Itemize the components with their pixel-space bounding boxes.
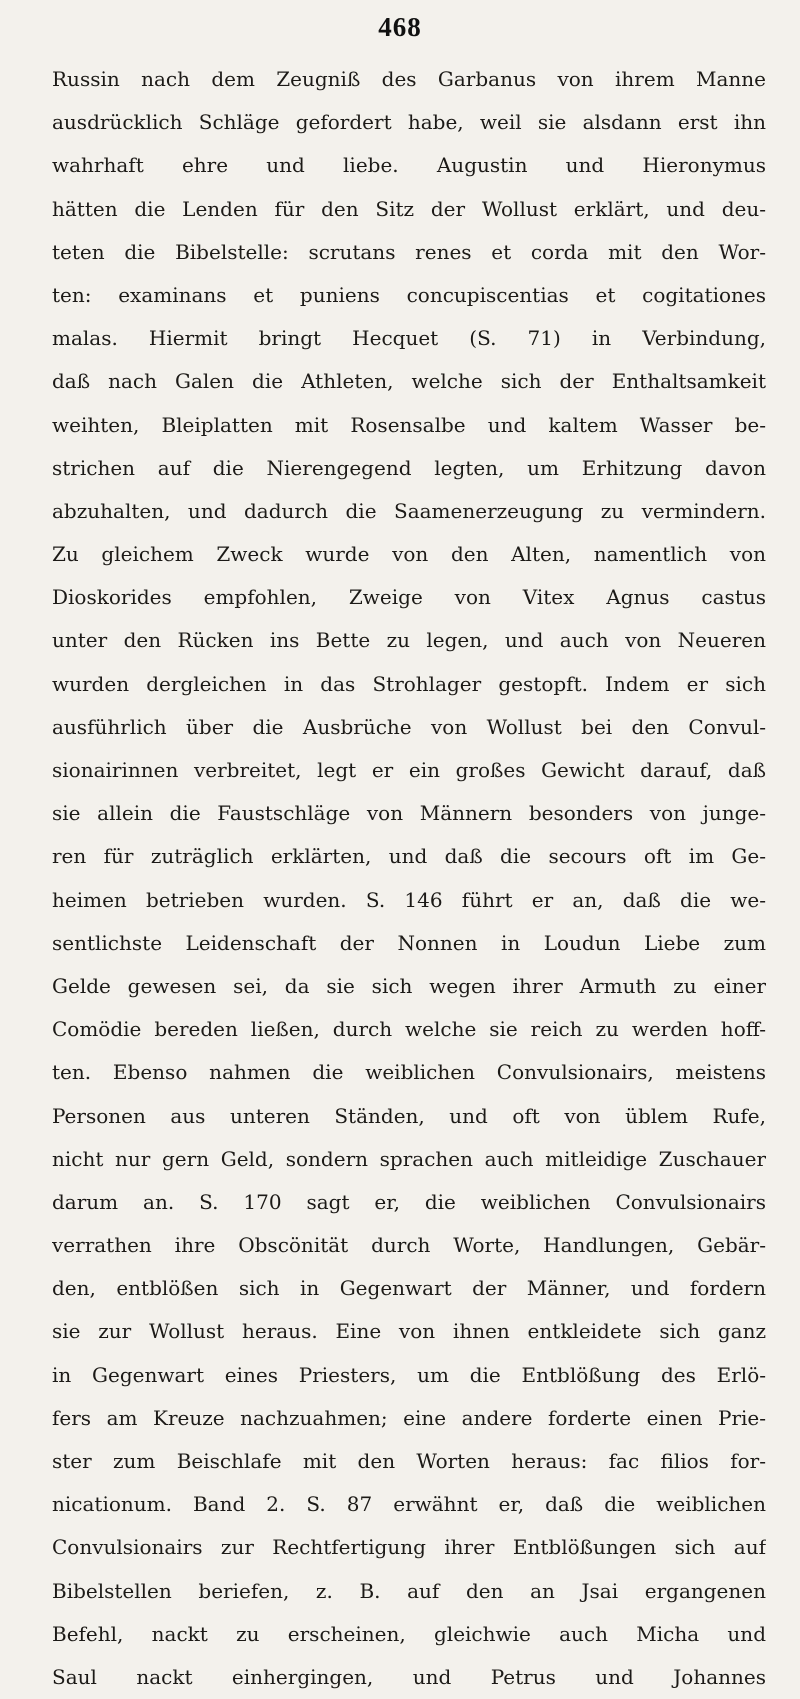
text-line: darum an. S. 170 sagt er, die weiblichen Convulsionairs — [52, 1189, 766, 1214]
text-line: heimen betrieben wurden. S. 146 führt er an, daß die we- — [52, 887, 766, 912]
text-line: hätten die Lenden für den Sitz der Wollust erklärt, und deu- — [52, 196, 766, 221]
text-line: unter den Rücken ins Bette zu legen, und auch von Neueren — [52, 628, 766, 653]
text-line: in Gegenwart eines Priesters, um die Entblößung des Erlö- — [52, 1362, 766, 1387]
text-line: wurden dergleichen in das Strohlager gestopft. Indem er sich — [52, 671, 766, 696]
text-line: Zu gleichem Zweck wurde von den Alten, namentlich von — [52, 542, 766, 567]
text-line: sie zur Wollust heraus. Eine von ihnen entkleidete sich ganz — [52, 1319, 766, 1344]
text-line: Saul nackt einhergingen, und Petrus und Johannes — [52, 1664, 766, 1689]
text-line: den, entblößen sich in Gegenwart der Männer, und fordern — [52, 1276, 766, 1301]
text-line: wahrhaft ehre und liebe. Augustin und Hieronymus — [52, 153, 766, 178]
text-line: ausdrücklich Schläge gefordert habe, weil sie alsdann erst ihn — [52, 110, 766, 135]
text-line: abzuhalten, und dadurch die Saamenerzeugung zu vermindern. — [52, 498, 766, 523]
text-line: weihten, Bleiplatten mit Rosensalbe und kaltem Wasser be- — [52, 412, 766, 437]
text-line: nicationum. Band 2. S. 87 erwähnt er, daß die weiblichen — [52, 1492, 766, 1517]
text-line: ten. Ebenso nahmen die weiblichen Convulsionairs, meistens — [52, 1060, 766, 1085]
text-line: nicht nur gern Geld, sondern sprachen auch mitleidige Zuschauer — [52, 1146, 766, 1171]
text-line: Comödie bereden ließen, durch welche sie reich zu werden hoff- — [52, 1017, 766, 1042]
text-line: Gelde gewesen sei, da sie sich wegen ihrer Armuth zu einer — [52, 973, 766, 998]
text-line: Befehl, nackt zu erscheinen, gleichwie auch Micha und — [52, 1621, 766, 1646]
text-line: ausführlich über die Ausbrüche von Wollust bei den Convul- — [52, 714, 766, 739]
text-line: verrathen ihre Obscönität durch Worte, Handlungen, Gebär- — [52, 1233, 766, 1258]
text-line: teten die Bibelstelle: scrutans renes et corda mit den Wor- — [52, 239, 766, 264]
text-line: ten: examinans et puniens concupiscentias et cogitationes — [52, 282, 766, 307]
text-line: ren für zuträglich erklärten, und daß die secours oft im Ge- — [52, 844, 766, 869]
text-line: sie allein die Faustschläge von Männern besonders von junge- — [52, 801, 766, 826]
text-line: daß nach Galen die Athleten, welche sich der Enthaltsamkeit — [52, 369, 766, 394]
text-line: Convulsionairs zur Rechtfertigung ihrer Entblößungen sich auf — [52, 1535, 766, 1560]
text-line: sionairinnen verbreitet, legt er ein großes Gewicht darauf, daß — [52, 758, 766, 782]
page-number: 468 — [378, 12, 422, 42]
text-line: sentlichste Leidenschaft der Nonnen in Loudun Liebe zum — [52, 930, 766, 955]
text-line: Personen aus unteren Ständen, und oft von üblem Rufe, — [52, 1103, 766, 1128]
text-line: Dioskorides empfohlen, Zweige von Vitex Agnus castus — [52, 585, 766, 610]
text-line: malas. Hiermit bringt Hecquet (S. 71) in Verbindung, — [52, 326, 766, 351]
text-line: fers am Kreuze nachzuahmen; eine andere forderte einen Prie- — [52, 1405, 766, 1430]
text-line: ster zum Beischlafe mit den Worten heraus: fac filios for- — [52, 1449, 766, 1473]
text-line: strichen auf die Nierengegend legten, um Erhitzung davon — [52, 455, 766, 480]
body-text — [52, 58, 766, 1699]
text-line: Russin nach dem Zeugniß des Garbanus von ihrem Manne — [52, 67, 766, 91]
text-line: Bibelstellen beriefen, z. B. auf den an Jsai ergangenen — [52, 1578, 766, 1603]
